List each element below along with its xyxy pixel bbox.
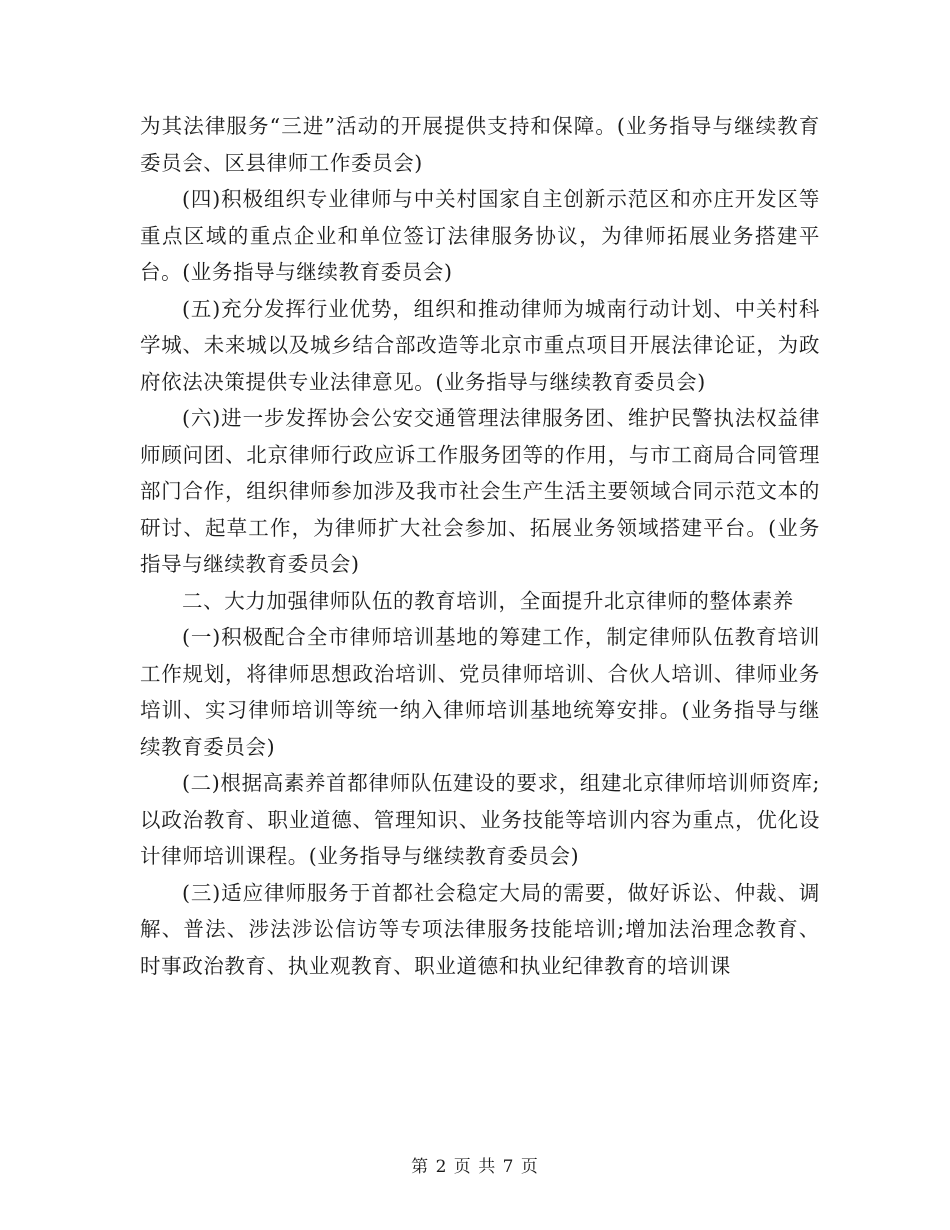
paragraph-item-6: (六)进一步发挥协会公安交通管理法律服务团、维护民警执法权益律师顾问团、北京律师行政应诉工作服务团等的作用，与市工商局合同管理部门合作，组织律师参加涉及我市社会生产生活主要领域合同示范文本的研讨、起草工作，为律师扩大社会参加、拓展业务领域搭建平台。(业务指导与继续教育委员会) — [140, 406, 820, 576]
paragraph-item-2: (二)根据高素养首都律师队伍建设的要求，组建北京律师培训师资库;以政治教育、职业道德、管理知识、业务技能等培训内容为重点，优化设计律师培训课程。(业务指导与继续教育委员会) — [140, 771, 820, 868]
page-number-footer: 第 2 页 共 7 页 — [411, 1157, 539, 1177]
section-heading-2: 二、大力加强律师队伍的教育培训，全面提升北京律师的整体素养 — [182, 588, 794, 613]
paragraph-item-3: (三)适应律师服务于首都社会稳定大局的需要，做好诉讼、仲裁、调解、普法、涉法涉讼信访等专项法律服务技能培训;增加法治理念教育、时事政治教育、执业观教育、职业道德和执业纪律教育的培训课 — [140, 880, 820, 978]
paragraph-continuation: 为其法律服务“三进”活动的开展提供支持和保障。(业务指导与继续教育委员会、区县律师工作委员会) — [140, 114, 820, 175]
paragraph-item-5: (五)充分发挥行业优势，组织和推动律师为城南行动计划、中关村科学城、未来城以及城乡结合部改造等北京市重点项目开展法律论证，为政府依法决策提供专业法律意见。(业务指导与继续教育委员会) — [140, 296, 820, 394]
paragraph-item-4: (四)积极组织专业律师与中关村国家自主创新示范区和亦庄开发区等重点区域的重点企业和单位签订法律服务协议，为律师拓展业务搭建平台。(业务指导与继续教育委员会) — [140, 187, 820, 284]
paragraph-item-1: (一)积极配合全市律师培训基地的筹建工作，制定律师队伍教育培训工作规划，将律师思想政治培训、党员律师培训、合伙人培训、律师业务培训、实习律师培训等统一纳入律师培训基地统筹安排。(业务指导与继续教育委员会) — [140, 625, 820, 759]
document-body — [140, 108, 820, 984]
